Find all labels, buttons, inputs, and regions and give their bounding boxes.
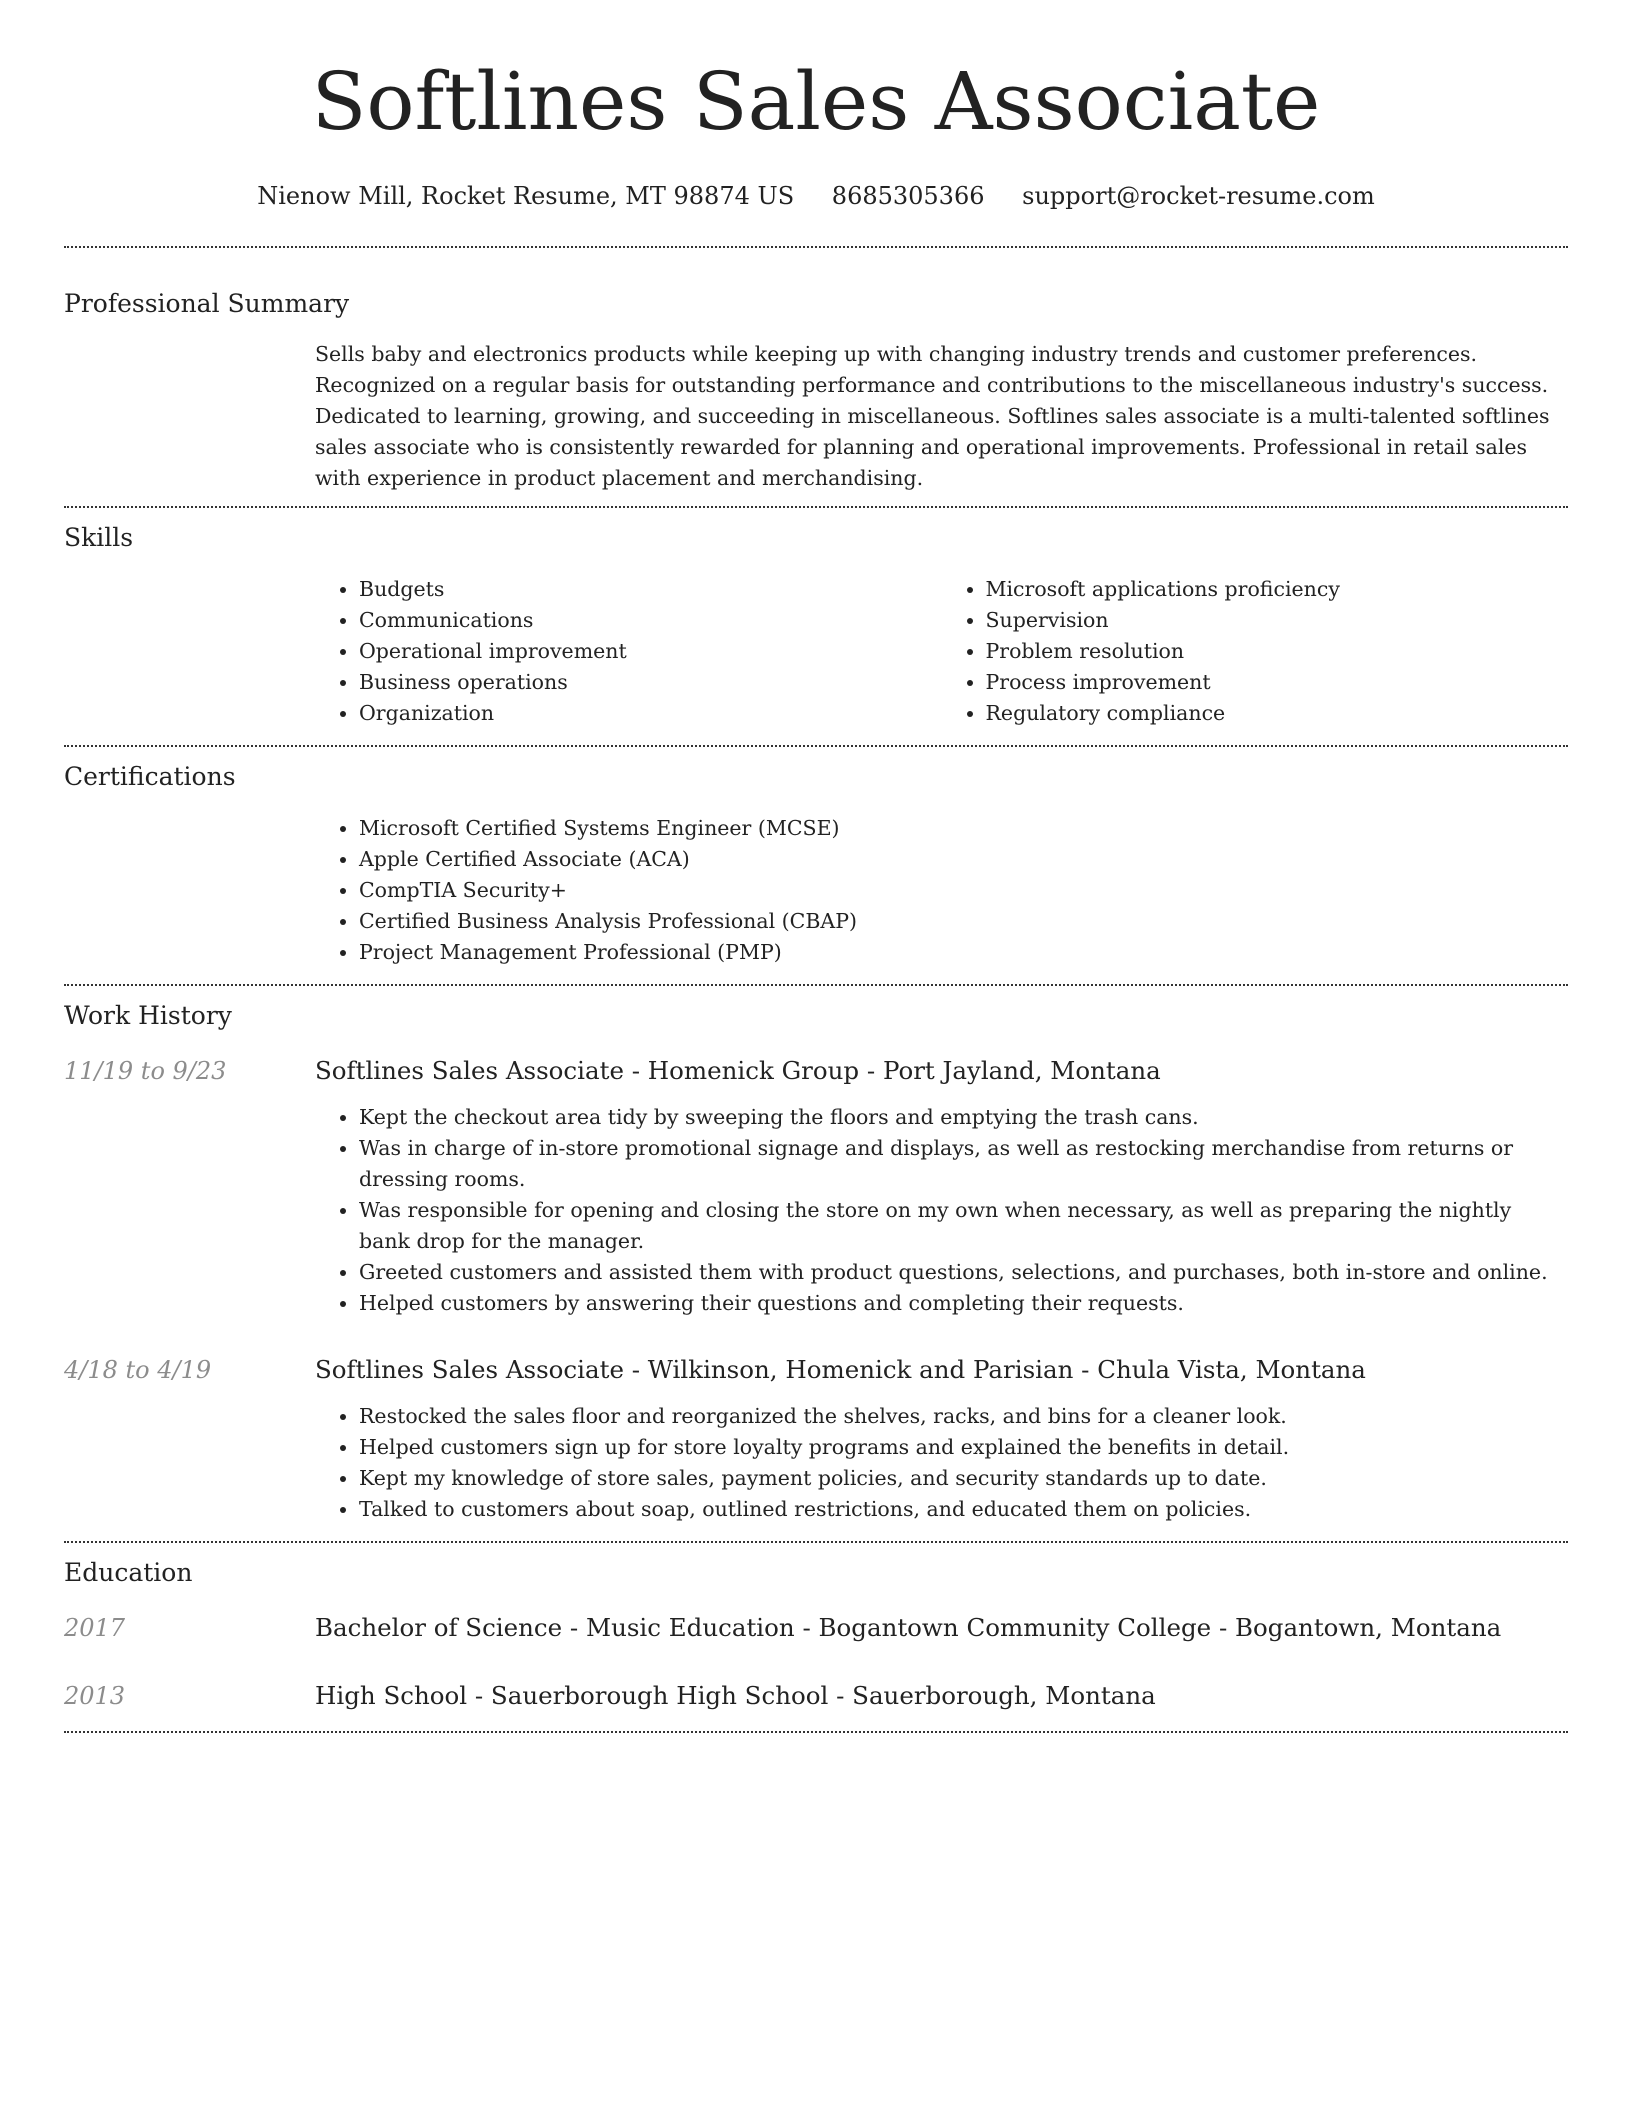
certifications-list <box>315 813 1568 968</box>
education-entry <box>64 1611 1568 1645</box>
job-bullet: • Helped customers by answering their questions and completing their requests. <box>359 1288 1568 1319</box>
skills-list-right <box>942 574 1569 729</box>
job-bullets <box>315 1102 1568 1319</box>
certification-item: • Apple Certified Associate (ACA) <box>359 844 1568 875</box>
job-bullet: • Restocked the sales floor and reorganized the shelves, racks, and bins for a cleaner look. <box>359 1401 1568 1432</box>
job-title: Softlines Sales Associate - Wilkinson, Homenick and Parisian - Chula Vista, Montana <box>315 1355 1366 1384</box>
job-entry <box>64 1353 1568 1525</box>
skills-section <box>64 508 1568 745</box>
section-title-skills: Skills <box>64 523 134 552</box>
skill-item: • Supervision <box>986 605 1569 636</box>
education-section <box>64 1543 1568 1731</box>
job-title: Softlines Sales Associate - Homenick Group - Port Jayland, Montana <box>315 1056 1161 1085</box>
skill-item: • Microsoft applications proficiency <box>986 574 1569 605</box>
section-title-summary: Professional Summary <box>64 289 350 318</box>
skill-item: • Organization <box>359 698 942 729</box>
education-text: High School - Sauerborough High School - Sauerborough, Montana <box>315 1681 1156 1710</box>
section-title-education: Education <box>64 1558 193 1587</box>
skill-item: • Communications <box>359 605 942 636</box>
skills-body <box>315 574 1568 729</box>
contact-email: support@rocket-resume.com <box>1022 182 1375 210</box>
resume-name: Softlines Sales Associate <box>311 55 1321 148</box>
skill-item: • Business operations <box>359 667 942 698</box>
job-bullet: • Was responsible for opening and closing the store on my own when necessary, as well as preparing the nightly bank drop for the manager. <box>359 1195 1568 1257</box>
job-bullet: • Talked to customers about soap, outlined restrictions, and educated them on policies. <box>359 1494 1568 1525</box>
job-details <box>315 1054 1568 1319</box>
job-bullets <box>315 1401 1568 1525</box>
job-dates: 11/19 to 9/23 <box>64 1057 227 1085</box>
skill-item: • Regulatory compliance <box>986 698 1569 729</box>
education-year: 2017 <box>64 1614 126 1642</box>
skill-item: • Process improvement <box>986 667 1569 698</box>
job-bullet: • Kept the checkout area tidy by sweeping the floors and emptying the trash cans. <box>359 1102 1568 1133</box>
section-title-certifications: Certifications <box>64 762 236 791</box>
contact-address: Nienow Mill, Rocket Resume, MT 98874 US <box>257 182 795 210</box>
education-text: Bachelor of Science - Music Education - Bogantown Community College - Bogantown, Montana <box>315 1613 1502 1642</box>
job-dates: 4/18 to 4/19 <box>64 1356 212 1384</box>
certification-item: • CompTIA Security+ <box>359 875 1568 906</box>
job-entry <box>64 1054 1568 1319</box>
contact-phone: 8685305366 <box>831 182 985 210</box>
job-bullet: • Helped customers sign up for store loyalty programs and explained the benefits in detail. <box>359 1432 1568 1463</box>
section-title-work: Work History <box>64 1001 232 1030</box>
education-year: 2013 <box>64 1682 126 1710</box>
summary-section <box>64 248 1568 506</box>
job-bullet: • Was in charge of in-store promotional signage and displays, as well as restocking merchandise from returns or dressing rooms. <box>359 1133 1568 1195</box>
certification-item: • Microsoft Certified Systems Engineer (MCSE) <box>359 813 1568 844</box>
certifications-section <box>64 747 1568 984</box>
divider <box>64 1731 1568 1733</box>
job-bullet: • Greeted customers and assisted them with product questions, selections, and purchases, both in-store and online. <box>359 1257 1568 1288</box>
summary-text: Sells baby and electronics products while keeping up with changing industry trends and customer preferences. Recognized on a regular basis for outstanding performance and contributions to the miscellaneous industry's success. Dedicated to learning, growing, and succeeding in miscellaneous. Softlines sales associate is a multi-talented softlines sales associate who is consistently rewarded for planning and operational improvements. Professional in retail sales with experience in product placement and merchandising. <box>315 342 1550 490</box>
certifications-body <box>315 813 1568 968</box>
job-bullet: • Kept my knowledge of store sales, payment policies, and security standards up to date. <box>359 1463 1568 1494</box>
job-details <box>315 1353 1568 1525</box>
summary-body <box>315 339 1568 494</box>
contact-line <box>64 180 1568 212</box>
education-entry <box>64 1679 1568 1713</box>
certification-item: • Certified Business Analysis Professional (CBAP) <box>359 906 1568 937</box>
work-section <box>64 986 1568 1541</box>
skill-item: • Budgets <box>359 574 942 605</box>
skill-item: • Problem resolution <box>986 636 1569 667</box>
certification-item: • Project Management Professional (PMP) <box>359 937 1568 968</box>
skills-list-left <box>315 574 942 729</box>
skill-item: • Operational improvement <box>359 636 942 667</box>
